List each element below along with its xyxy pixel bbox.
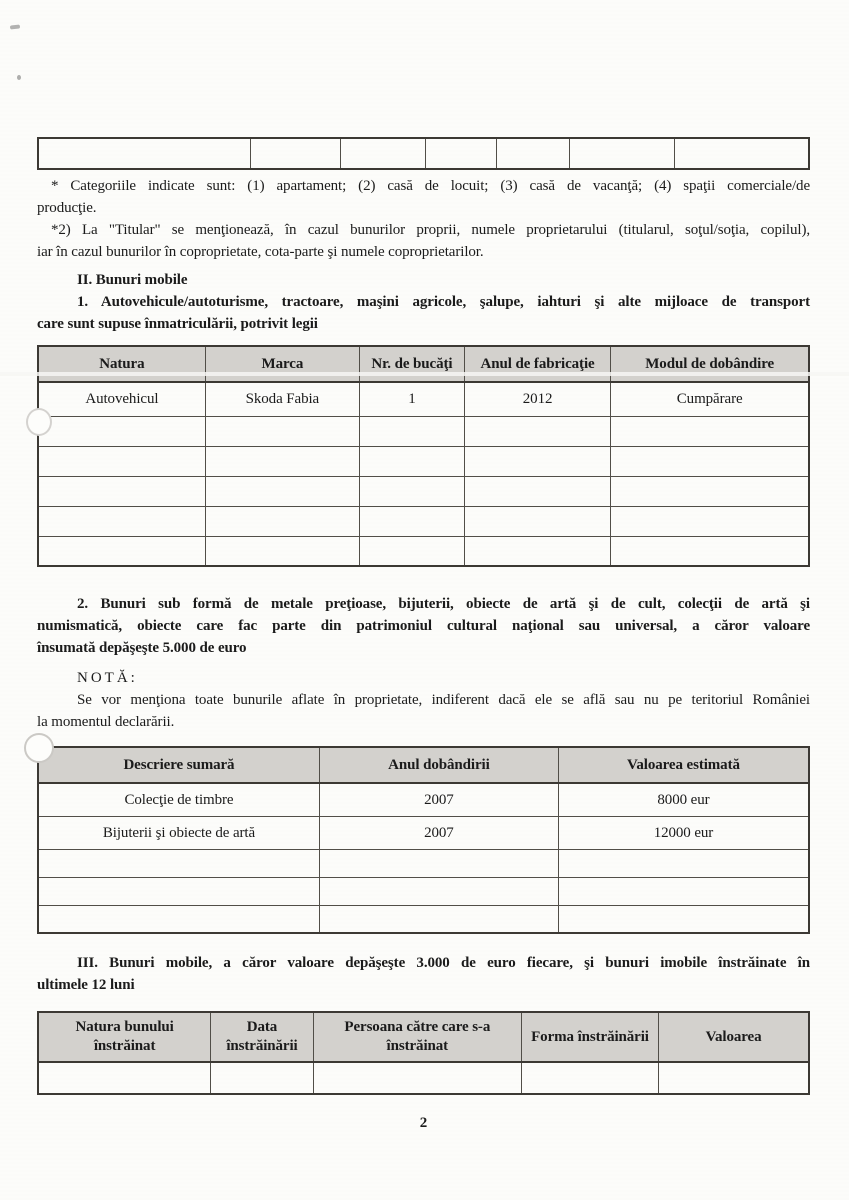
- text-line: *2) La "Titular" se menţionează, în cazul bunurilor proprii, numele proprietarului (titularul, soţul/soţia, copilul),: [51, 222, 810, 238]
- column-header: Marca: [205, 346, 359, 382]
- empty-cell: [611, 416, 809, 446]
- text-line: iar în cazul bunurilor în coproprietate, cota-parte şi numele coproprietarilor.: [37, 244, 484, 260]
- empty-cell: [464, 506, 610, 536]
- scan-artifact: [17, 75, 21, 80]
- header-row: [38, 346, 809, 382]
- empty-cell: [359, 446, 464, 476]
- column-header: Data înstrăinării: [211, 1012, 314, 1062]
- nota-text: [37, 689, 810, 733]
- empty-cell: [569, 138, 674, 169]
- scan-line-artifact: [0, 372, 849, 376]
- empty-cell: [464, 416, 610, 446]
- empty-cell: [38, 138, 251, 169]
- item-1-title: [37, 291, 810, 335]
- empty-table-row: [38, 138, 809, 169]
- empty-cell: [205, 506, 359, 536]
- empty-cell: [38, 476, 205, 506]
- hole-punch-mark: [26, 408, 52, 436]
- column-header: Nr. de bucăţi: [359, 346, 464, 382]
- text-line: care sunt supuse înmatriculării, potrivit legii: [37, 316, 318, 332]
- column-header: Modul de dobândire: [611, 346, 809, 382]
- empty-table-row: [38, 877, 809, 905]
- empty-cell: [558, 905, 809, 933]
- empty-cell: [425, 138, 497, 169]
- empty-cell: [521, 1062, 658, 1094]
- empty-table-row: [38, 1062, 809, 1094]
- empty-cell: [611, 536, 809, 566]
- empty-cell: [659, 1062, 809, 1094]
- item-2-title: [37, 593, 810, 659]
- column-header: Forma înstrăinării: [521, 1012, 658, 1062]
- empty-cell: [38, 446, 205, 476]
- table-row: [38, 816, 809, 849]
- empty-cell: [205, 536, 359, 566]
- vehicles-table: [37, 345, 810, 567]
- column-header: Valoarea: [659, 1012, 809, 1062]
- empty-cell: [340, 138, 425, 169]
- page-content: [37, 0, 810, 1134]
- column-header: Anul de fabricaţie: [464, 346, 610, 382]
- empty-cell: [319, 849, 558, 877]
- empty-cell: [38, 1062, 211, 1094]
- empty-cell: [251, 138, 340, 169]
- empty-cell: [38, 849, 319, 877]
- table-cell: 1: [359, 382, 464, 416]
- column-header: Natura: [38, 346, 205, 382]
- empty-cell: [211, 1062, 314, 1094]
- valuables-table: [37, 746, 810, 934]
- empty-cell: [38, 877, 319, 905]
- text-line: * Categoriile indicate sunt: (1) apartament; (2) casă de locuit; (3) casă de vacanţă; (4) spaţii comerciale/de: [51, 178, 810, 194]
- empty-cell: [497, 138, 569, 169]
- text-line: 1. Autovehicule/autoturisme, tractoare, maşini agricole, şalupe, iahturi şi alte mijloace de transport: [77, 294, 810, 310]
- table-cell: Skoda Fabia: [205, 382, 359, 416]
- text-line: la momentul declarării.: [37, 714, 175, 730]
- text-line: producţie.: [37, 200, 97, 216]
- heading-text: II. Bunuri mobile: [77, 272, 188, 288]
- empty-cell: [464, 536, 610, 566]
- empty-table-row: [38, 416, 809, 446]
- empty-cell: [359, 416, 464, 446]
- empty-cell: [205, 476, 359, 506]
- empty-cell: [205, 416, 359, 446]
- table-cell: Autovehicul: [38, 382, 205, 416]
- hole-punch-mark: [24, 733, 54, 763]
- scan-artifact: [10, 24, 20, 29]
- table-cell: Bijuterii şi obiecte de artă: [38, 816, 319, 849]
- column-header: Natura bunului înstrăinat: [38, 1012, 211, 1062]
- empty-cell: [319, 877, 558, 905]
- footnote-categories: [37, 175, 810, 219]
- empty-cell: [359, 536, 464, 566]
- empty-table-row: [38, 476, 809, 506]
- text-line: ultimele 12 luni: [37, 977, 135, 993]
- section-iii-title: [37, 952, 810, 996]
- empty-cell: [38, 416, 205, 446]
- page-number: 2: [419, 1115, 428, 1131]
- empty-cell: [611, 506, 809, 536]
- empty-cell: [558, 877, 809, 905]
- text-line: 2. Bunuri sub formă de metale preţioase, bijuterii, obiecte de artă şi de cult, colecţii de artă şi: [77, 596, 810, 612]
- header-row: [38, 1012, 809, 1062]
- empty-table-row: [38, 506, 809, 536]
- column-header: Anul dobândirii: [319, 747, 558, 783]
- table-cell: 2012: [464, 382, 610, 416]
- header-row: [38, 747, 809, 783]
- empty-table-row: [38, 536, 809, 566]
- table-cell: 8000 eur: [558, 783, 809, 816]
- empty-cell: [611, 476, 809, 506]
- empty-cell: [38, 905, 319, 933]
- empty-cell: [674, 138, 809, 169]
- empty-cell: [611, 446, 809, 476]
- table-cell: Cumpărare: [611, 382, 809, 416]
- alienated-goods-table: [37, 1011, 810, 1095]
- empty-cell: [38, 506, 205, 536]
- text-line: III. Bunuri mobile, a căror valoare depăşeşte 3.000 de euro fiecare, şi bunuri imobile înstrăinate în: [77, 955, 810, 971]
- column-header: Valoarea estimată: [558, 747, 809, 783]
- text-line: Se vor menţiona toate bunurile aflate în proprietate, indiferent dacă ele se află sau nu pe teritoriul României: [77, 692, 810, 708]
- text-line: numismatică, obiecte care fac parte din patrimoniul cultural naţional sau universal, a căror valoare: [37, 618, 810, 634]
- empty-cell: [38, 536, 205, 566]
- table-row: [38, 783, 809, 816]
- column-header: Descriere sumară: [38, 747, 319, 783]
- column-header: Persoana către care s-a înstrăinat: [313, 1012, 521, 1062]
- empty-cell: [319, 905, 558, 933]
- nota-label: NOTĂ:: [77, 670, 138, 686]
- empty-table-row: [38, 849, 809, 877]
- text-line: însumată depăşeşte 5.000 de euro: [37, 640, 247, 656]
- empty-cell: [464, 446, 610, 476]
- empty-table-row: [38, 905, 809, 933]
- table-row: [38, 382, 809, 416]
- empty-cell: [205, 446, 359, 476]
- empty-table-row: [38, 446, 809, 476]
- empty-cell: [359, 476, 464, 506]
- footnote-titular: [37, 219, 810, 263]
- table-cell: 2007: [319, 783, 558, 816]
- empty-cell: [359, 506, 464, 536]
- table-cell: 12000 eur: [558, 816, 809, 849]
- empty-cell: [464, 476, 610, 506]
- table-cell: Colecţie de timbre: [38, 783, 319, 816]
- table-cell: 2007: [319, 816, 558, 849]
- carryover-table: [37, 137, 810, 170]
- empty-cell: [313, 1062, 521, 1094]
- empty-cell: [558, 849, 809, 877]
- section-ii-heading: [37, 269, 810, 291]
